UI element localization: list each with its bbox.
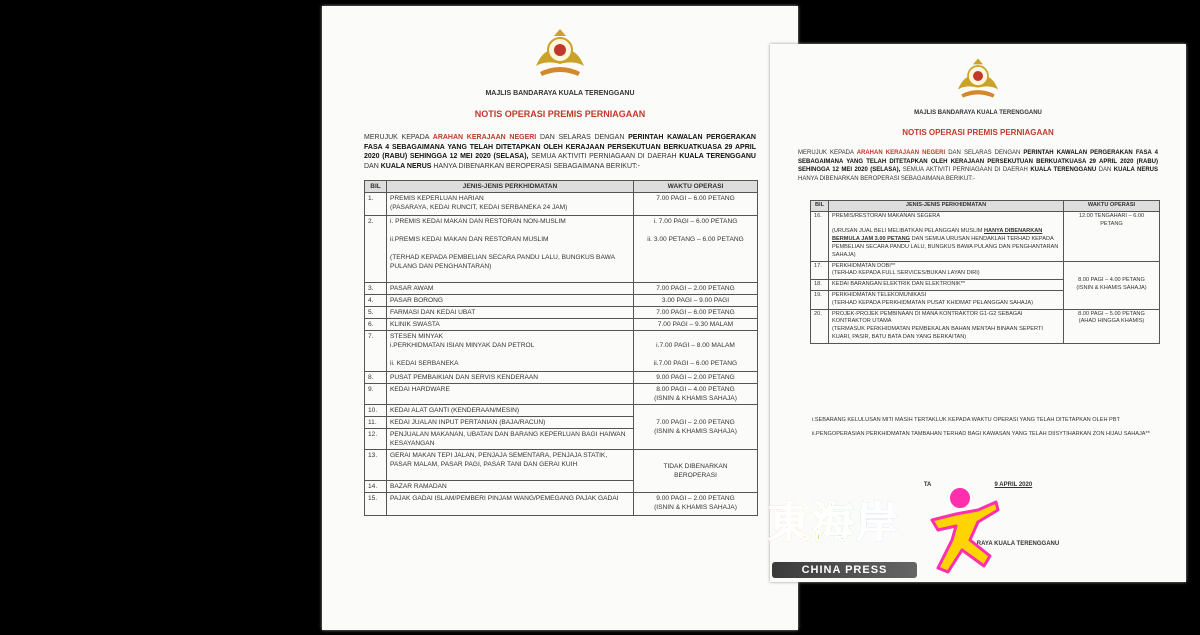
cell-bil: 4.	[365, 295, 387, 307]
cell-service: PASAR AWAM	[387, 283, 634, 295]
table-row	[365, 193, 758, 216]
notice-intro: MERUJUK KEPADA ARAHAN KERAJAAN NEGERI DAN SELARAS DENGAN PERINTAH KAWALAN PERGERAKAN FASA 4 SEBAGAIMANA YANG TELAH DITETAPKAN OLEH KERAJAAN PERSEKUTUAN BERKUATKUASA 29 APRIL 2020 (RABU) SEHINGGA 12 MEI 2020 (SELASA), SEMUA AKTIVITI PERNIAGAAN DI DAERAH KUALA TERENGGANU DAN KUALA NERUS HANYA DIBENARKAN BEROPERASI SEBAGAIMANA BERIKUT:-	[798, 150, 1159, 182]
sign-date: TA 9 APRIL 2020	[923, 482, 1033, 488]
cell-bil: 13.	[365, 450, 387, 481]
cell-bil: 19.	[811, 290, 829, 309]
cell-service: PROJEK-PROJEK PEMBINAAN DI MANA KONTRAKTOR G1-G2 SEBAGAI KONTRAKTOR UTAMA (TERMASUK PERKHIDMATAN PEMBEKALAN BAHAN MENTAH BINAAN SEPERTI KUARI, PASIR, BATU BATA DAN YANG BERKAITAN)	[829, 309, 1064, 343]
cell-bil: 3.	[365, 283, 387, 295]
cell-service: PASAR BORONG	[387, 295, 634, 307]
table-row	[365, 450, 758, 481]
cell-service: PUSAT PEMBAIKIAN DAN SERVIS KENDERAAN	[387, 372, 634, 384]
cell-bil: 14.	[365, 481, 387, 493]
cell-service: i. PREMIS KEDAI MAKAN DAN RESTORAN NON-MUSLIM ii.PREMIS KEDAI MAKAN DAN RESTORAN MUSLIM (TERHAD KEPADA PEMBELIAN SECARA PANDU LALU, BUNGKUS BAWA PULANG DAN PENGHANTARAN)	[387, 216, 634, 283]
cell-time: i. 7.00 PAGI – 6.00 PETANG ii. 3.00 PETANG – 6.00 PETANG	[634, 216, 758, 283]
china-press-logo	[762, 480, 1012, 585]
cell-service: KEDAI JUALAN INPUT PERTANIAN (BAJA/RACUN)	[387, 417, 634, 429]
cell-service: PREMIS KEPERLUAN HARIAN (PASARAYA, KEDAI RUNCIT, KEDAI SERBANEKA 24 JAM)	[387, 193, 634, 216]
cell-service: KEDAI ALAT GANTI (KENDERAAN/MESIN)	[387, 405, 634, 417]
cell-time: 7.00 PAGI – 6.00 PETANG	[634, 307, 758, 319]
table-row	[365, 216, 758, 283]
cell-time-merged: 7.00 PAGI – 2.00 PETANG (ISNIN & KHAMIS SAHAJA)	[634, 405, 758, 450]
cell-service: PERKHIDMATAN TELEKOMUNIKASI (TERHAD KEPADA PERKHIDMATAN PUSAT KHIDMAT PELANGGAN SAHAJA)	[829, 290, 1064, 309]
running-figure-icon	[912, 480, 1002, 580]
cell-time: 8.00 PAGI – 4.00 PETANG (ISNIN & KHAMIS SAHAJA)	[634, 384, 758, 405]
council-name: MAJLIS BANDARAYA KUALA TERENGGANU	[914, 110, 1042, 116]
header-time: WAKTU OPERASI	[634, 181, 758, 193]
cell-bil: 12.	[365, 429, 387, 450]
cell-service: STESEN MINYAK i.PERKHIDMATAN ISIAN MINYAK DAN PETROL ii. KEDAI SERBANEKA	[387, 331, 634, 372]
header-service: JENIS-JENIS PERKHIDMATAN	[829, 201, 1064, 212]
notice-intro: MERUJUK KEPADA ARAHAN KERAJAAN NEGERI DAN SELARAS DENGAN PERINTAH KAWALAN PERGERAKAN FASA 4 SEBAGAIMANA YANG TELAH DITETAPKAN OLEH KERAJAAN PERSEKUTUAN BERKUATKUASA 29 APRIL 2020 (RABU) SEHINGGA 12 MEI 2020 (SELASA), SEMUA AKTIVITI PERNIAGAAN DI DAERAH KUALA TERENGGANU DAN KUALA NERUS HANYA DIBENARKAN BEROPERASI SEBAGAIMANA BERIKUT:-	[364, 134, 756, 170]
table-header-row	[365, 181, 758, 193]
cell-bil: 17.	[811, 261, 829, 280]
cell-bil: 6.	[365, 319, 387, 331]
cell-bil: 15.	[365, 493, 387, 516]
note-2: ii.PENGOPERASIAN PERKHIDMATAN TAMBAHAN TERHAD BAGI KAWASAN YANG TELAH DIISYTIHARKAN ZON HIJAU SAHAJA**	[812, 431, 1150, 437]
cell-bil: 5.	[365, 307, 387, 319]
header-service: JENIS-JENIS PERKHIDMATAN	[387, 181, 634, 193]
cell-time: 12.00 TENGAHARI – 6.00 PETANG	[1064, 211, 1160, 261]
operation-table-1	[364, 180, 758, 516]
table-row	[811, 309, 1160, 343]
header-bil: BIL	[365, 181, 387, 193]
cell-time: 9.00 PAGI – 2.00 PETANG	[634, 372, 758, 384]
note-1: i.SEBARANG KELULUSAN MITI MASIH TERTAKLUK KEPADA WAKTU OPERASI YANG TELAH DITETAPKAN OLEH PBT	[812, 417, 1120, 423]
cell-time: i.7.00 PAGI – 8.00 MALAM ii.7.00 PAGI – 6.00 PETANG	[634, 331, 758, 372]
notes	[812, 416, 1157, 438]
notice-page-1	[322, 6, 798, 630]
operation-table-2	[810, 200, 1160, 344]
cell-time: 7.00 PAGI – 2.00 PETANG	[634, 283, 758, 295]
table-row	[365, 295, 758, 307]
notice-title: NOTIS OPERASI PREMIS PERNIAGAAN	[902, 128, 1054, 137]
table-row	[811, 211, 1160, 261]
cell-service: PENJUALAN MAKANAN, UBATAN DAN BARANG KEPERLUAN BAGI HAIWAN KESAYANGAN	[387, 429, 634, 450]
cell-bil: 9.	[365, 384, 387, 405]
header-time: WAKTU OPERASI	[1064, 201, 1160, 212]
table-row	[365, 331, 758, 372]
cell-service: KLINIK SWASTA	[387, 319, 634, 331]
notice-title: NOTIS OPERASI PREMIS PERNIAGAAN	[474, 109, 646, 119]
cell-bil: 11.	[365, 417, 387, 429]
cell-service: FARMASI DAN KEDAI UBAT	[387, 307, 634, 319]
cell-bil: 2.	[365, 216, 387, 283]
table-row	[365, 405, 758, 417]
cell-time: 8.00 PAGI – 5.00 PETANG (AHAD HINGGA KHAMIS)	[1064, 309, 1160, 343]
cell-time-merged: TIDAK DIBENARKAN BEROPERASI	[634, 450, 758, 493]
cell-bil: 18.	[811, 280, 829, 291]
table-row	[365, 307, 758, 319]
cell-bil: 20.	[811, 309, 829, 343]
logo-cjk-text: 東海岸	[768, 498, 901, 547]
table-row	[365, 384, 758, 405]
cell-service: GERAI MAKAN TEPI JALAN, PENJAJA SEMENTARA, PENJAJA STATIK, PASAR MALAM, PASAR PAGI, PASAR TANI DAN GERAI KUIH	[387, 450, 634, 481]
logo-en-text: CHINA PRESS	[772, 562, 917, 578]
cell-service: PAJAK GADAI ISLAM/PEMBERI PINJAM WANG/PEMEGANG PAJAK GADAI	[387, 493, 634, 516]
table-row	[365, 372, 758, 384]
table-row	[365, 493, 758, 516]
sign-organisation: RAYA KUALA TERENGGANU	[976, 541, 1060, 547]
cell-bil: 10.	[365, 405, 387, 417]
table-row	[365, 319, 758, 331]
cell-service: PERKHIDMATAN DOBI** (TERHAD KEPADA FULL SERVICES/BUKAN LAYAN DIRI)	[829, 261, 1064, 280]
cell-time: 7.00 PAGI – 6.00 PETANG	[634, 193, 758, 216]
table-row	[811, 261, 1160, 280]
cell-bil: 16.	[811, 211, 829, 261]
cell-time: 9.00 PAGI – 2.00 PETANG (ISNIN & KHAMIS SAHAJA)	[634, 493, 758, 516]
cell-time: 3.00 PAGI – 9.00 PAGI	[634, 295, 758, 307]
crest-emblem-icon	[530, 26, 590, 86]
cell-service: KEDAI HARDWARE	[387, 384, 634, 405]
crest-emblem-icon	[953, 56, 1003, 106]
header-bil: BIL	[811, 201, 829, 212]
cell-bil: 8.	[365, 372, 387, 384]
cell-service: BAZAR RAMADAN	[387, 481, 634, 493]
cell-bil: 1.	[365, 193, 387, 216]
cell-service: PREMIS/RESTORAN MAKANAN SEGERA (URUSAN JUAL BELI MELIBATKAN PELANGGAN MUSLIM HANYA DIBENARKAN BERMULA JAM 3.00 PETANG DAN SEMUA URUSAN HENDAKLAH TERHAD KEPADA PEMBELIAN SECARA PANDU LALU, BUNGKUS BAWA PULANG DAN PENGHANTARAN SAHAJA)	[829, 211, 1064, 261]
cell-service: KEDAI BARANGAN ELEKTRIK DAN ELEKTRONIK**	[829, 280, 1064, 291]
cell-time-merged: 8.00 PAGI – 4.00 PETANG (ISNIN & KHAMIS SAHAJA)	[1064, 261, 1160, 309]
cell-bil: 7.	[365, 331, 387, 372]
table-row	[365, 283, 758, 295]
table-header-row	[811, 201, 1160, 212]
council-name: MAJLIS BANDARAYA KUALA TERENGGANU	[485, 90, 635, 97]
cell-time: 7.00 PAGI – 9.30 MALAM	[634, 319, 758, 331]
